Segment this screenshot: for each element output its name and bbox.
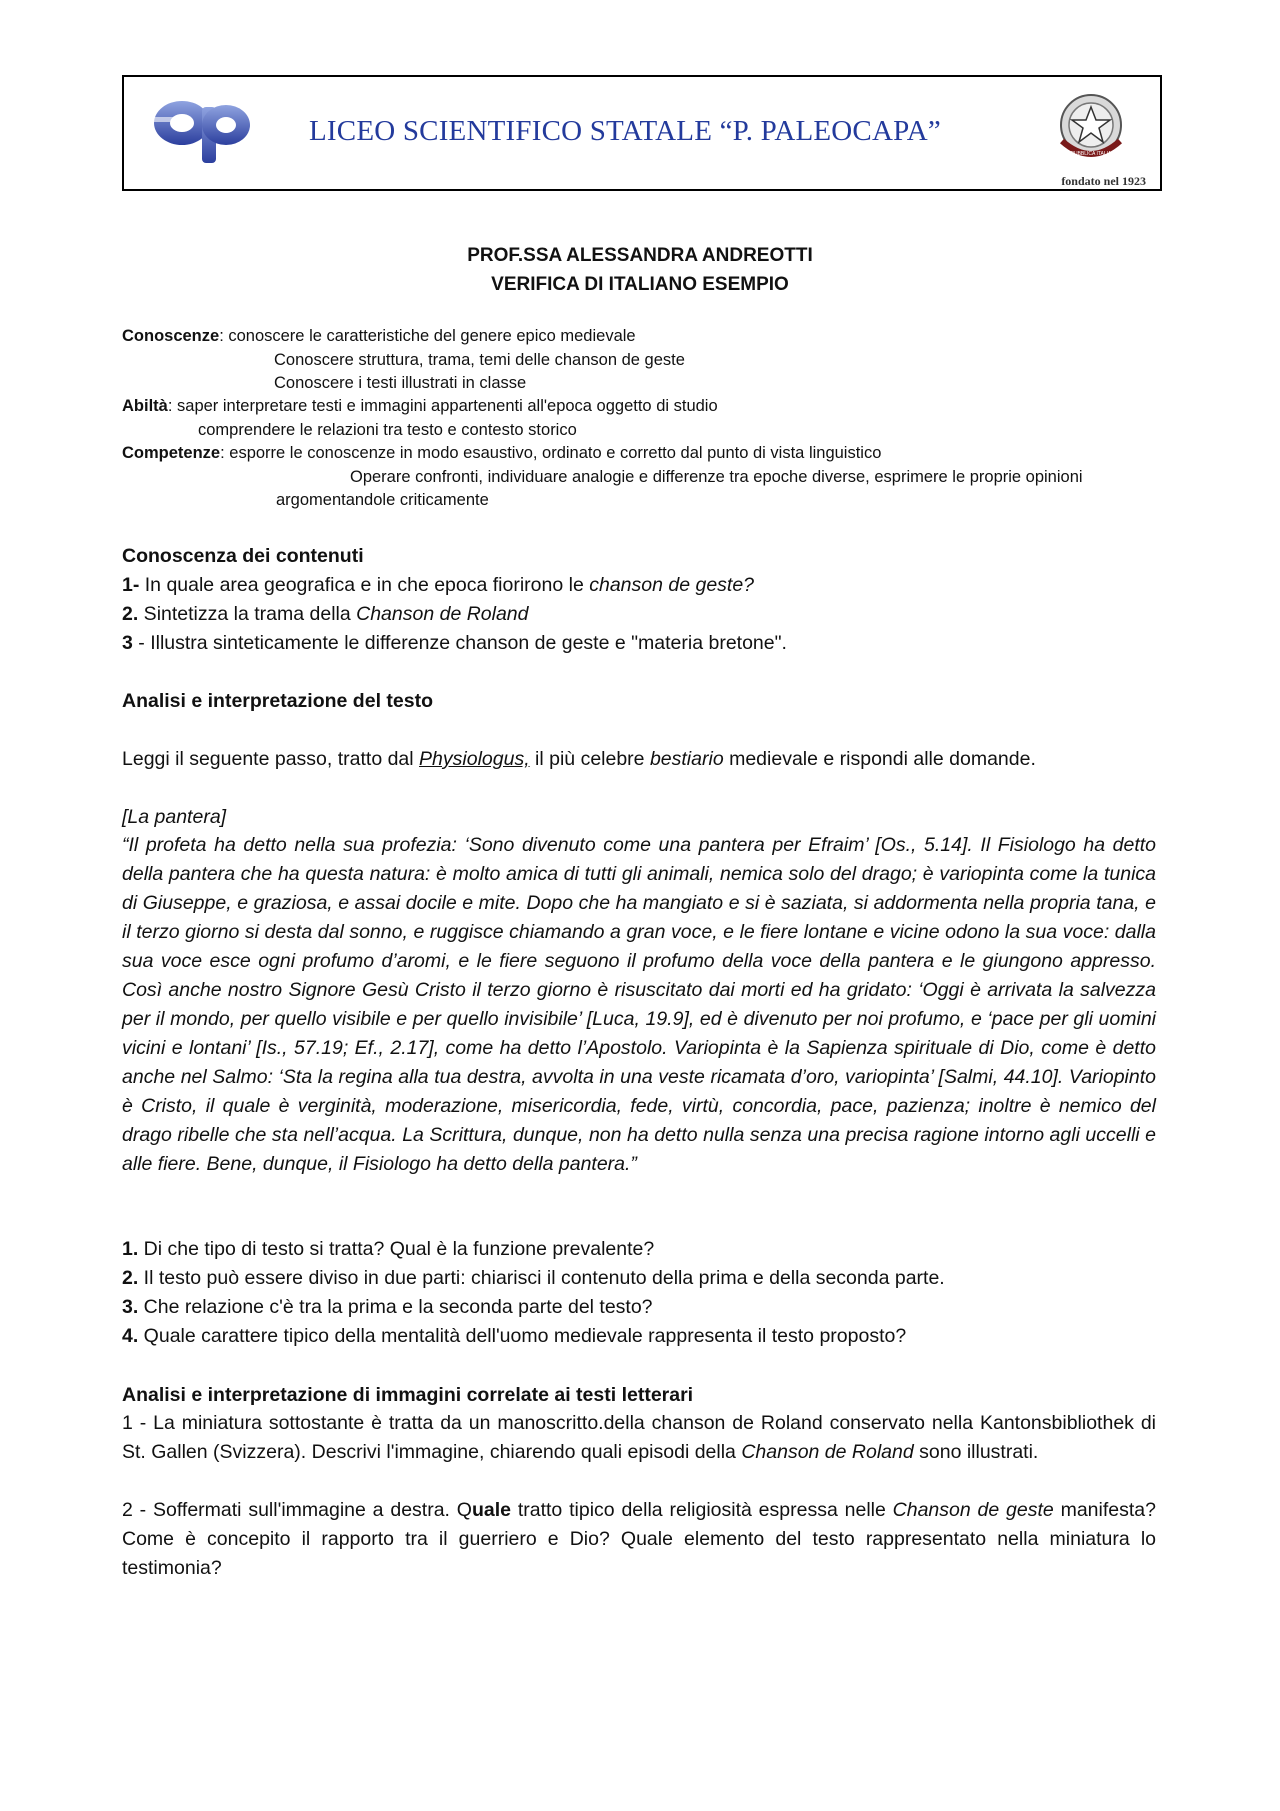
passage-title: [La pantera]: [122, 806, 227, 828]
text-question-4: 4. Quale carattere tipico della mentalità dell'uomo medievale rappresenta il testo proposto?: [122, 1325, 907, 1347]
image-question-2: 2 - Soffermati sull'immagine a destra. Quale tratto tipico della religiosità espressa nelle Chanson de geste manifesta? Come è concepito il rapporto tra il guerriero e Dio? Quale elemento del testo rappresentato nella miniatura lo testimonia?: [122, 1499, 1156, 1579]
objective-conoscenze-2: Conoscere struttura, trama, temi delle chanson de geste: [274, 351, 685, 369]
objective-competenze-1: Competenze: esporre le conoscenze in modo esaustivo, ordinato e corretto dal punto di vista linguistico: [122, 444, 882, 462]
question-1: 1- In quale area geografica e in che epoca fiorirono le chanson de geste?: [122, 574, 755, 596]
label-abilita: Abiltà: [122, 397, 168, 415]
label-competenze: Competenze: [122, 444, 221, 462]
founded-note: fondato nel 1923: [1061, 174, 1146, 188]
school-logo: [146, 95, 254, 165]
objective-competenze-3: argomentandole criticamente: [276, 491, 489, 509]
teacher-name: PROF.SSA ALESSANDRA ANDREOTTI: [467, 245, 813, 266]
text-question-1: 1. Di che tipo di testo si tratta? Qual è la funzione prevalente?: [122, 1238, 655, 1260]
passage-intro: Leggi il seguente passo, tratto dal Physiologus, il più celebre bestiario medievale e rispondi alle domande.: [122, 748, 1036, 770]
italian-republic-emblem: [1052, 89, 1130, 167]
objective-abilita-2: comprendere le relazioni tra testo e contesto storico: [198, 421, 577, 439]
section-heading-analisi-testo: Analisi e interpretazione del testo: [122, 690, 433, 712]
school-name: LICEO SCIENTIFICO STATALE “P. PALEOCAPA”: [309, 115, 941, 147]
objective-conoscenze-3: Conoscere i testi illustrati in classe: [274, 374, 527, 392]
section-heading-analisi-immagini: Analisi e interpretazione di immagini correlate ai testi letterari: [122, 1384, 694, 1406]
section-heading-contenuti: Conoscenza dei contenuti: [122, 545, 364, 567]
test-title: VERIFICA DI ITALIANO ESEMPIO: [491, 274, 789, 295]
emblem-ribbon-text: REPUBBLICA ITALIANA: [1063, 151, 1119, 157]
letterhead: [122, 75, 1162, 191]
objective-competenze-2: Operare confronti, individuare analogie e differenze tra epoche diverse, esprimere le proprie opinioni: [350, 468, 1083, 486]
physiologus-passage: “Il profeta ha detto nella sua profezia: ‘Sono divenuto come una pantera per Efraim’ [Os., 5.14]. Il Fisiologo ha detto della pantera che ha questa natura: è molto amica di tutti gli animali, nemica solo del drago; è variopinta come la tunica di Giuseppe, e graziosa, e assai docile e mite. Dopo che ha mangiato e si è saziata, si addormenta nella propria tana, e il terzo giorno si desta dal sonno, e ruggisce chiamando a gran voce, e le fiere lontane e vicine odono la sua voce: dalla sua voce esce ogni profumo d’aromi, e le fiere seguono il profumo della voce della pantera e le giungono appresso. Così anche nostro Signore Gesù Cristo il terzo giorno è risuscitato dai morti ed ha gridato: ‘Oggi è arrivata la salvezza per il mondo, per quello visibile e per quello invisibile’ [Luca, 19.9], ed è divenuto per noi profumo, e ‘pace per gli uomini vicini e lontani’ [Is., 57.19; Ef., 2.17], come ha detto l’Apostolo. Variopinta è la Sapienza spirituale di Dio, come è detto anche nel Salmo: ‘Sta la regina alla tua destra, avvolta in una veste ricamata d’oro, variopinta’ [Salmi, 44.10]. Variopinto è Cristo, il quale è verginità, moderazione, misericordia, fede, virtù, concordia, pace, pazienza; inoltre è nemico del drago ribelle che sta nell’acqua. La Scrittura, dunque, non ha detto nulla senza una precisa ragione intorno agli uccelli e alle fiere. Bene, dunque, il Fisiologo ha detto della pantera.”: [122, 834, 1156, 1175]
text-question-2: 2. Il testo può essere diviso in due parti: chiarisci il contenuto della prima e della seconda parte.: [122, 1267, 945, 1289]
objective-conoscenze-1: Conoscenze: conoscere le caratteristiche del genere epico medievale: [122, 327, 636, 345]
label-conoscenze: Conoscenze: [122, 327, 220, 345]
objective-abilita-1: Abiltà: saper interpretare testi e immagini appartenenti all'epoca oggetto di studio: [122, 397, 718, 415]
text-question-3: 3. Che relazione c'è tra la prima e la seconda parte del testo?: [122, 1296, 653, 1318]
question-2: 2. Sintetizza la trama della Chanson de Roland: [122, 603, 529, 625]
question-3: 3 - Illustra sinteticamente le differenze chanson de geste e "materia bretone".: [122, 632, 787, 654]
image-question-1: 1 - La miniatura sottostante è tratta da un manoscritto.della chanson de Roland conservato nella Kantonsbibliothek di St. Gallen (Svizzera). Descrivi l'immagine, chiarendo quali episodi della Chanson de Roland sono illustrati.: [122, 1412, 1156, 1463]
